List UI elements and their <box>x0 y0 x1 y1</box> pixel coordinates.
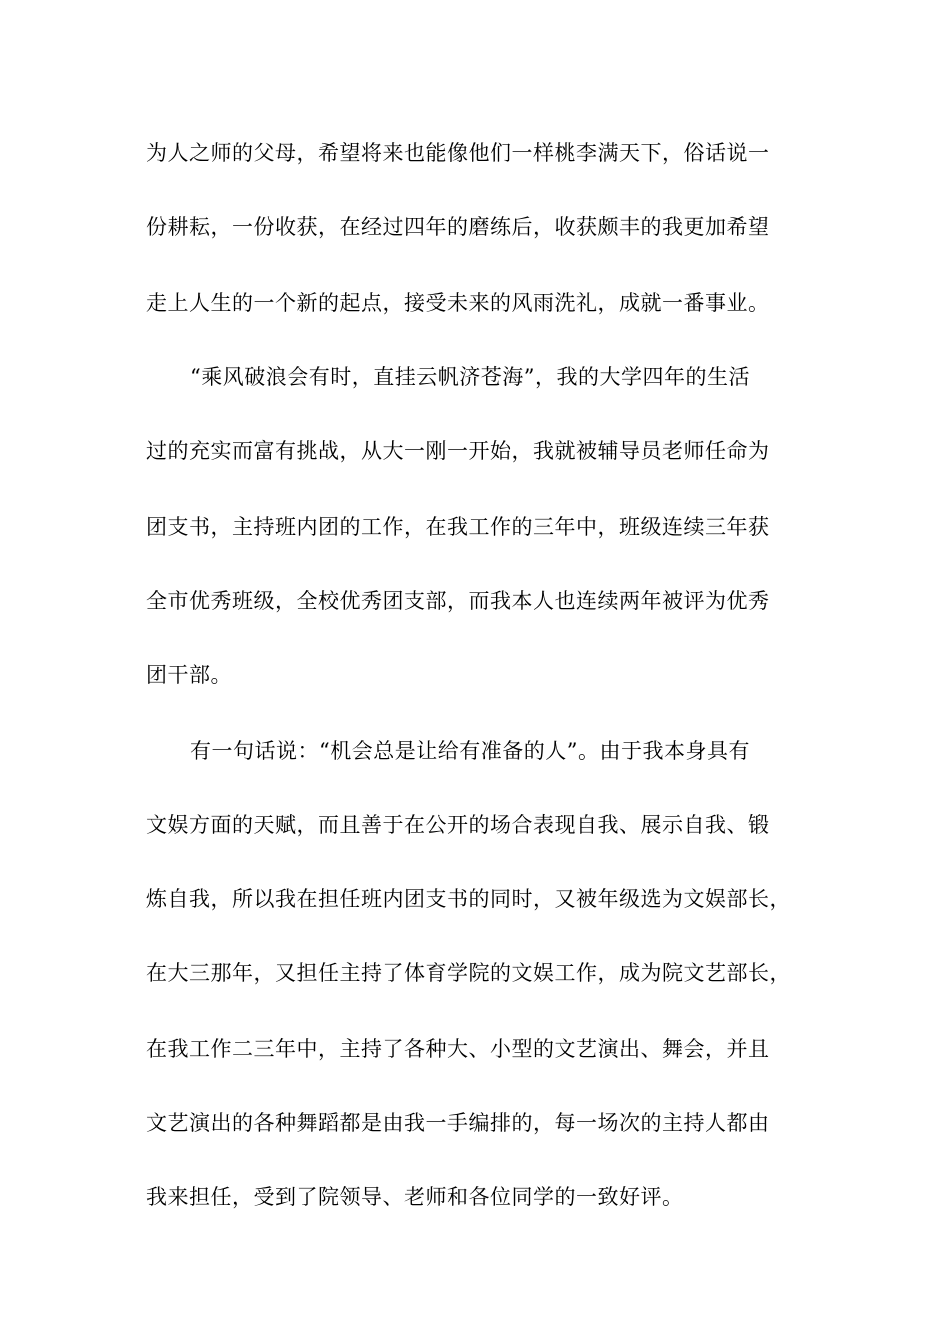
text-line: 走上人生的一个新的起点，接受未来的风雨洗礼，成就一番事业。 <box>146 291 770 315</box>
text-line: 文娱方面的天赋，而且善于在公开的场合表现自我、展示自我、锻 <box>146 813 770 837</box>
text-line: 过的充实而富有挑战，从大一刚一开始，我就被辅导员老师任命为 <box>146 439 770 463</box>
text-line: 有一句话说：“机会总是让给有准备的人”。由于我本身具有 <box>190 739 750 763</box>
text-line: 团干部。 <box>146 663 232 687</box>
text-line: “乘风破浪会有时，直挂云帆济苍海”，我的大学四年的生活 <box>190 365 750 389</box>
text-line: 在我工作二三年中，主持了各种大、小型的文艺演出、舞会，并且 <box>146 1037 770 1061</box>
text-line: 为人之师的父母，希望将来也能像他们一样桃李满天下，俗话说一 <box>146 141 770 165</box>
text-line: 团支书，主持班内团的工作，在我工作的三年中，班级连续三年获 <box>146 515 770 539</box>
text-line: 我来担任，受到了院领导、老师和各位同学的一致好评。 <box>146 1185 684 1209</box>
text-line: 全市优秀班级，全校优秀团支部，而我本人也连续两年被评为优秀 <box>146 589 770 613</box>
text-line: 在大三那年，又担任主持了体育学院的文娱工作，成为院文艺部长， <box>146 961 791 985</box>
text-line: 文艺演出的各种舞蹈都是由我一手编排的，每一场次的主持人都由 <box>146 1111 770 1135</box>
text-line: 炼自我，所以我在担任班内团支书的同时，又被年级选为文娱部长， <box>146 887 791 911</box>
text-line: 份耕耘，一份收获，在经过四年的磨练后，收获颇丰的我更加希望 <box>146 215 770 239</box>
